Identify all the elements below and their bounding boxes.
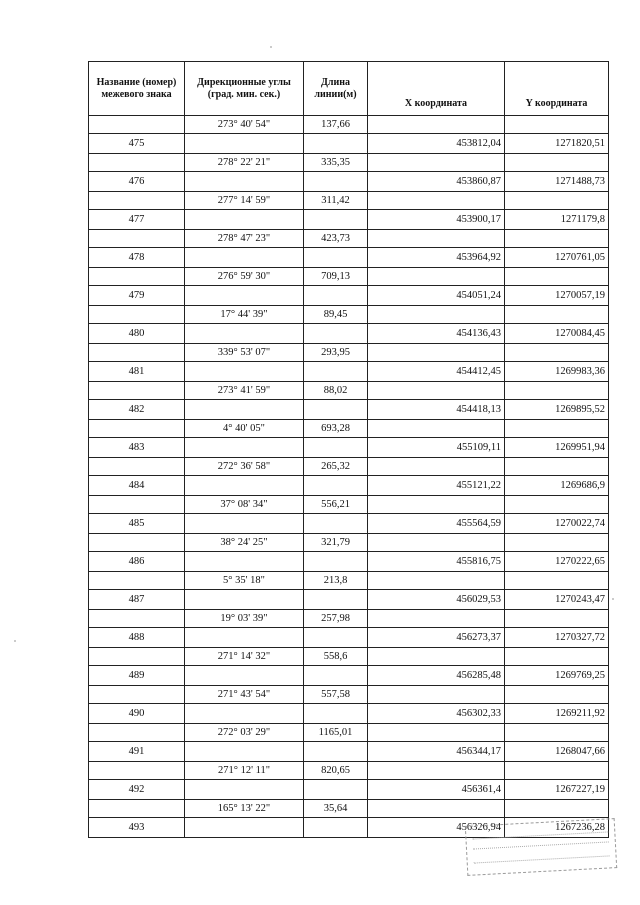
point-row: [89, 780, 609, 800]
point-name-cell: 478: [89, 248, 185, 268]
x-coordinate-cell: 453900,17: [368, 210, 505, 230]
empty-cell: [185, 514, 304, 534]
direction-angle-cell: 5° 35' 18": [185, 572, 304, 590]
line-length-cell: 89,45: [304, 306, 368, 324]
y-coordinate-cell: 1270327,72: [505, 628, 609, 648]
x-coordinate-cell: 456273,37: [368, 628, 505, 648]
empty-cell: [304, 210, 368, 230]
y-coordinate-cell: 1271488,73: [505, 172, 609, 192]
empty-cell: [185, 666, 304, 686]
y-coordinate-cell: 1270243,47: [505, 590, 609, 610]
empty-cell: [304, 552, 368, 572]
empty-cell: [89, 762, 185, 780]
direction-angle-cell: 278° 22' 21": [185, 154, 304, 172]
empty-cell: [89, 420, 185, 438]
point-row: [89, 172, 609, 192]
empty-cell: [304, 400, 368, 420]
y-coordinate-cell: 1268047,66: [505, 742, 609, 762]
line-length-cell: 556,21: [304, 496, 368, 514]
segment-row: [89, 306, 609, 324]
empty-cell: [89, 534, 185, 552]
header-x: X координата: [368, 62, 505, 116]
line-length-cell: 321,79: [304, 534, 368, 552]
line-length-cell: 311,42: [304, 192, 368, 210]
y-coordinate-cell: 1270222,65: [505, 552, 609, 572]
point-row: [89, 590, 609, 610]
direction-angle-cell: 271° 43' 54": [185, 686, 304, 704]
line-length-cell: 257,98: [304, 610, 368, 628]
segment-row: [89, 800, 609, 818]
empty-cell: [89, 154, 185, 172]
empty-cell: [304, 780, 368, 800]
empty-cell: [368, 800, 505, 818]
x-coordinate-cell: 453812,04: [368, 134, 505, 154]
line-length-cell: 265,32: [304, 458, 368, 476]
direction-angle-cell: 271° 14' 32": [185, 648, 304, 666]
direction-angle-cell: 278° 47' 23": [185, 230, 304, 248]
empty-cell: [505, 154, 609, 172]
y-coordinate-cell: 1271179,8: [505, 210, 609, 230]
segment-row: [89, 154, 609, 172]
empty-cell: [505, 496, 609, 514]
x-coordinate-cell: 456029,53: [368, 590, 505, 610]
point-name-cell: 479: [89, 286, 185, 306]
x-coordinate-cell: 456285,48: [368, 666, 505, 686]
x-coordinate-cell: 453964,92: [368, 248, 505, 268]
point-row: [89, 210, 609, 230]
point-row: [89, 742, 609, 762]
point-name-cell: 487: [89, 590, 185, 610]
x-coordinate-cell: 455109,11: [368, 438, 505, 458]
y-coordinate-cell: 1269895,52: [505, 400, 609, 420]
point-name-cell: 491: [89, 742, 185, 762]
empty-cell: [89, 686, 185, 704]
direction-angle-cell: 4° 40' 05": [185, 420, 304, 438]
empty-cell: [505, 534, 609, 552]
segment-row: [89, 686, 609, 704]
x-coordinate-cell: 456302,33: [368, 704, 505, 724]
segment-row: [89, 534, 609, 552]
point-row: [89, 514, 609, 534]
x-coordinate-cell: 456344,17: [368, 742, 505, 762]
direction-angle-cell: 272° 03' 29": [185, 724, 304, 742]
direction-angle-cell: 273° 41' 59": [185, 382, 304, 400]
x-coordinate-cell: 456361,4: [368, 780, 505, 800]
y-coordinate-cell: 1270057,19: [505, 286, 609, 306]
segment-row: [89, 610, 609, 628]
x-coordinate-cell: 453860,87: [368, 172, 505, 192]
segment-row: [89, 116, 609, 134]
empty-cell: [505, 192, 609, 210]
empty-cell: [304, 476, 368, 496]
point-name-cell: 480: [89, 324, 185, 344]
y-coordinate-cell: 1270761,05: [505, 248, 609, 268]
point-name-cell: 475: [89, 134, 185, 154]
empty-cell: [368, 230, 505, 248]
empty-cell: [304, 134, 368, 154]
segment-row: [89, 420, 609, 438]
empty-cell: [368, 724, 505, 742]
empty-cell: [185, 286, 304, 306]
empty-cell: [89, 306, 185, 324]
empty-cell: [505, 268, 609, 286]
empty-cell: [185, 704, 304, 724]
empty-cell: [368, 496, 505, 514]
empty-cell: [304, 172, 368, 192]
empty-cell: [89, 610, 185, 628]
direction-angle-cell: 276° 59' 30": [185, 268, 304, 286]
point-row: [89, 438, 609, 458]
y-coordinate-cell: 1269951,94: [505, 438, 609, 458]
empty-cell: [304, 704, 368, 724]
point-row: [89, 704, 609, 724]
line-length-cell: 558,6: [304, 648, 368, 666]
line-length-cell: 213,8: [304, 572, 368, 590]
empty-cell: [368, 192, 505, 210]
empty-cell: [89, 724, 185, 742]
direction-angle-cell: 38° 24' 25": [185, 534, 304, 552]
x-coordinate-cell: 454051,24: [368, 286, 505, 306]
empty-cell: [185, 134, 304, 154]
empty-cell: [89, 268, 185, 286]
point-name-cell: 488: [89, 628, 185, 648]
point-row: [89, 476, 609, 496]
empty-cell: [505, 686, 609, 704]
empty-cell: [368, 154, 505, 172]
empty-cell: [368, 534, 505, 552]
empty-cell: [505, 382, 609, 400]
segment-row: [89, 268, 609, 286]
point-name-cell: 493: [89, 818, 185, 838]
direction-angle-cell: 272° 36' 58": [185, 458, 304, 476]
direction-angle-cell: 277° 14' 59": [185, 192, 304, 210]
empty-cell: [89, 572, 185, 590]
scan-speck: [14, 640, 16, 642]
empty-cell: [185, 742, 304, 762]
line-length-cell: 557,58: [304, 686, 368, 704]
line-length-cell: 693,28: [304, 420, 368, 438]
point-name-cell: 489: [89, 666, 185, 686]
segment-row: [89, 762, 609, 780]
empty-cell: [89, 192, 185, 210]
point-name-cell: 492: [89, 780, 185, 800]
empty-cell: [185, 324, 304, 344]
empty-cell: [185, 818, 304, 838]
empty-cell: [89, 382, 185, 400]
header-length: Длина линии(м): [304, 62, 368, 116]
header-angle: Дирекционные углы (град. мин. сек.): [185, 62, 304, 116]
direction-angle-cell: 165° 13' 22": [185, 800, 304, 818]
point-row: [89, 248, 609, 268]
line-length-cell: 1165,01: [304, 724, 368, 742]
empty-cell: [505, 648, 609, 666]
empty-cell: [368, 762, 505, 780]
empty-cell: [368, 686, 505, 704]
point-row: [89, 400, 609, 420]
empty-cell: [185, 172, 304, 192]
empty-cell: [304, 362, 368, 382]
point-row: [89, 666, 609, 686]
empty-cell: [505, 724, 609, 742]
empty-cell: [185, 362, 304, 382]
empty-cell: [304, 742, 368, 762]
point-name-cell: 485: [89, 514, 185, 534]
point-name-cell: 484: [89, 476, 185, 496]
empty-cell: [185, 476, 304, 496]
empty-cell: [505, 306, 609, 324]
empty-cell: [89, 230, 185, 248]
x-coordinate-cell: 454136,43: [368, 324, 505, 344]
direction-angle-cell: 273° 40' 54": [185, 116, 304, 134]
direction-angle-cell: 339° 53' 07": [185, 344, 304, 362]
direction-angle-cell: 37° 08' 34": [185, 496, 304, 514]
empty-cell: [505, 610, 609, 628]
point-row: [89, 552, 609, 572]
empty-cell: [505, 344, 609, 362]
empty-cell: [368, 572, 505, 590]
segment-row: [89, 382, 609, 400]
empty-cell: [304, 324, 368, 344]
x-coordinate-cell: 455121,22: [368, 476, 505, 496]
line-length-cell: 709,13: [304, 268, 368, 286]
segment-row: [89, 344, 609, 362]
point-name-cell: 476: [89, 172, 185, 192]
empty-cell: [185, 400, 304, 420]
empty-cell: [185, 248, 304, 268]
empty-cell: [368, 344, 505, 362]
y-coordinate-cell: 1267236,28: [505, 818, 609, 838]
point-name-cell: 482: [89, 400, 185, 420]
empty-cell: [304, 248, 368, 268]
segment-row: [89, 192, 609, 210]
empty-cell: [368, 116, 505, 134]
empty-cell: [368, 382, 505, 400]
line-length-cell: 137,66: [304, 116, 368, 134]
direction-angle-cell: 19° 03' 39": [185, 610, 304, 628]
y-coordinate-cell: 1269686,9: [505, 476, 609, 496]
point-row: [89, 324, 609, 344]
point-row: [89, 362, 609, 382]
empty-cell: [368, 648, 505, 666]
point-name-cell: 477: [89, 210, 185, 230]
empty-cell: [89, 496, 185, 514]
empty-cell: [89, 800, 185, 818]
empty-cell: [304, 628, 368, 648]
line-length-cell: 423,73: [304, 230, 368, 248]
scan-speck: [270, 46, 272, 48]
point-name-cell: 481: [89, 362, 185, 382]
empty-cell: [89, 648, 185, 666]
empty-cell: [185, 210, 304, 230]
empty-cell: [368, 458, 505, 476]
empty-cell: [304, 590, 368, 610]
direction-angle-cell: 271° 12' 11": [185, 762, 304, 780]
empty-cell: [89, 458, 185, 476]
point-row: [89, 286, 609, 306]
segment-row: [89, 496, 609, 514]
empty-cell: [368, 610, 505, 628]
empty-cell: [368, 268, 505, 286]
table-body: [89, 116, 609, 838]
y-coordinate-cell: 1271820,51: [505, 134, 609, 154]
direction-angle-cell: 17° 44' 39": [185, 306, 304, 324]
line-length-cell: 820,65: [304, 762, 368, 780]
point-row: [89, 628, 609, 648]
x-coordinate-cell: 454418,13: [368, 400, 505, 420]
point-name-cell: 486: [89, 552, 185, 572]
x-coordinate-cell: 455564,59: [368, 514, 505, 534]
segment-row: [89, 458, 609, 476]
empty-cell: [185, 628, 304, 648]
empty-cell: [505, 762, 609, 780]
segment-row: [89, 648, 609, 666]
empty-cell: [304, 514, 368, 534]
segment-row: [89, 572, 609, 590]
line-length-cell: 335,35: [304, 154, 368, 172]
header-y: Y координата: [505, 62, 609, 116]
empty-cell: [89, 116, 185, 134]
point-name-cell: 490: [89, 704, 185, 724]
empty-cell: [368, 306, 505, 324]
line-length-cell: 88,02: [304, 382, 368, 400]
empty-cell: [505, 116, 609, 134]
y-coordinate-cell: 1269983,36: [505, 362, 609, 382]
empty-cell: [185, 552, 304, 572]
point-name-cell: 483: [89, 438, 185, 458]
empty-cell: [505, 420, 609, 438]
y-coordinate-cell: 1270022,74: [505, 514, 609, 534]
empty-cell: [185, 780, 304, 800]
stamp-mark: [465, 818, 617, 876]
empty-cell: [304, 818, 368, 838]
empty-cell: [304, 666, 368, 686]
header-name: Название (номер) межевого знака: [89, 62, 185, 116]
line-length-cell: 293,95: [304, 344, 368, 362]
empty-cell: [185, 590, 304, 610]
empty-cell: [505, 572, 609, 590]
empty-cell: [505, 230, 609, 248]
empty-cell: [304, 286, 368, 306]
empty-cell: [304, 438, 368, 458]
empty-cell: [185, 438, 304, 458]
y-coordinate-cell: 1269211,92: [505, 704, 609, 724]
point-row: [89, 134, 609, 154]
x-coordinate-cell: 454412,45: [368, 362, 505, 382]
y-coordinate-cell: 1270084,45: [505, 324, 609, 344]
empty-cell: [505, 800, 609, 818]
segment-row: [89, 230, 609, 248]
coordinates-table: [88, 61, 609, 838]
y-coordinate-cell: 1267227,19: [505, 780, 609, 800]
scan-speck: [612, 598, 614, 600]
segment-row: [89, 724, 609, 742]
header-row: [89, 62, 609, 116]
empty-cell: [368, 420, 505, 438]
x-coordinate-cell: 456326,94: [368, 818, 505, 838]
line-length-cell: 35,64: [304, 800, 368, 818]
empty-cell: [89, 344, 185, 362]
empty-cell: [505, 458, 609, 476]
x-coordinate-cell: 455816,75: [368, 552, 505, 572]
y-coordinate-cell: 1269769,25: [505, 666, 609, 686]
